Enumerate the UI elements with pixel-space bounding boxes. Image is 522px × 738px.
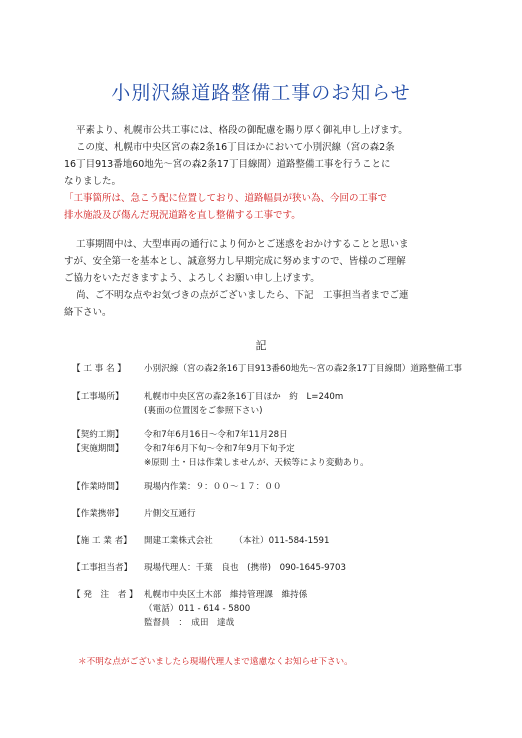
intro-line: 平素より、札幌市公共工事には、格段の御配慮を賜り厚く御礼申し上げます。 <box>76 125 408 136</box>
detail-value: 小別沢線（宮の森2条16丁目913番60地先～宮の森2条17丁目線間）道路整備工事 <box>144 364 462 374</box>
intro-line: 工事期間中は、大型車両の通行により何かとご迷惑をおかけすることと思いま <box>76 239 409 250</box>
detail-value: 札幌市中央区土木部 維持管理課 維持係 <box>144 590 308 600</box>
intro-line: 絡下さい。 <box>64 307 112 318</box>
detail-label: 【 発 注 者 】 <box>72 590 138 600</box>
intro-line: 16丁目913番地60地先～宮の森2条17丁目線間）道路整備工事を行うことに <box>64 159 391 170</box>
intro-line: なりました。 <box>64 176 122 187</box>
intro-line: 尚、ご不明な点やお気づきの点がございましたら、下記 工事担当者までご連 <box>76 290 409 301</box>
detail-value: 令和7年6月16日～令和7年11月28日 <box>144 430 288 440</box>
detail-value: 開建工業株式会社 （本社）011-584-1591 <box>144 536 330 546</box>
detail-label: 【実施期間】 <box>72 444 124 454</box>
emphasis-line: 排水施設及び傷んだ現況道路を直し整備する工事です。 <box>64 210 301 221</box>
detail-label: 【作業時間】 <box>72 482 124 492</box>
detail-label: 【 工 事 名 】 <box>72 364 126 374</box>
detail-note: ※原則 土・日は作業しませんが、天候等により変動あり。 <box>144 458 369 468</box>
notice-title: 小別沢線道路整備工事のお知らせ <box>111 82 411 104</box>
detail-label: 【施 工 業 者】 <box>72 536 132 546</box>
detail-tel: （電話）011 - 614 - 5800 <box>144 604 251 614</box>
emphasis-line: 「工事箇所は、急こう配に位置しており、道路幅員が狭い為、今回の工事で <box>64 193 388 204</box>
detail-supervisor: 監督員 ： 成田 達哉 <box>144 618 235 628</box>
intro-block-2 <box>64 236 484 321</box>
detail-label: 【工事場所】 <box>72 392 124 402</box>
intro-line: この度、札幌市中央区宮の森2条16丁目ほかにおいて小別沢線（宮の森2条 <box>76 142 395 153</box>
detail-value: 現場内作業：９：００～１７：００ <box>144 482 282 492</box>
detail-value: 令和7年6月下旬～令和7年9月下旬予定 <box>144 444 295 454</box>
detail-label: 【作業携帯】 <box>72 509 124 519</box>
detail-value: 現場代理人：千葉 良也 (携帯) 090-1645-9703 <box>144 563 346 573</box>
intro-line: すが、安全第一を基本とし、誠意努力し早期完成に努めますので、皆様のご理解 <box>64 256 406 267</box>
detail-label: 【工事担当者】 <box>72 563 133 573</box>
ki-heading: 記 <box>255 339 267 352</box>
intro-block <box>64 122 484 224</box>
detail-value: 札幌市中央区宮の森2条16丁目ほか 約 L=240m <box>144 392 344 402</box>
detail-label: 【契約工期】 <box>72 430 124 440</box>
intro-line: ご協力をいただきますよう、よろしくお願い申し上げます。 <box>64 273 320 284</box>
detail-value: 片側交互通行 <box>144 509 196 519</box>
footer-note: ＊不明な点がございましたら現場代理人まで遠慮なくお知らせ下さい。 <box>78 657 353 667</box>
detail-note: (裏面の位置図をご参照下さい) <box>144 406 263 416</box>
